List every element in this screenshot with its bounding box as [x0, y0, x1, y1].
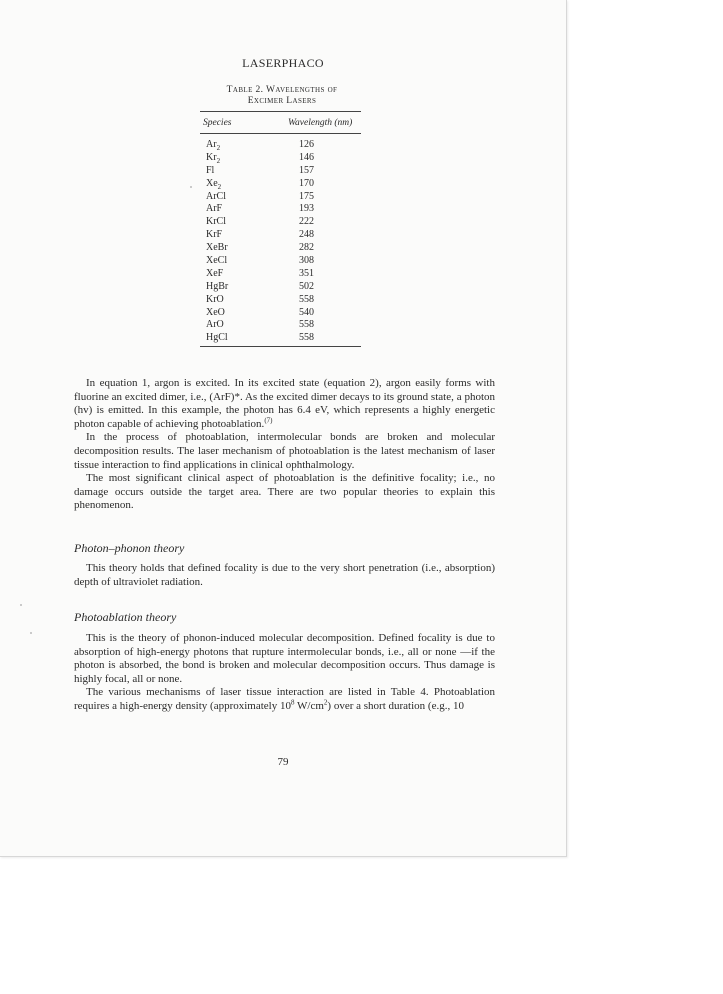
section-heading: Photoablation theory — [74, 610, 177, 624]
body-text-block-2 — [74, 562, 495, 589]
table-caption-line2: Excimer Lasers — [247, 96, 317, 106]
scan-speck — [30, 632, 32, 634]
species-symbol: Kr — [206, 151, 217, 163]
species-symbol: XeBr — [206, 242, 228, 254]
table-header-rule — [200, 133, 361, 134]
table-row — [200, 268, 361, 281]
scan-speck — [190, 186, 192, 188]
paragraph — [74, 377, 495, 431]
paragraph: The most significant clinical aspect of photoablation is the definitive focality; i.e., no damage occurs outside the target area. There are two popular theories to explain this phenomenon. — [74, 472, 495, 512]
table-body — [200, 139, 361, 345]
species-symbol: XeO — [206, 306, 225, 318]
page-number: 79 — [277, 756, 289, 768]
wavelength-cell: 558 — [299, 332, 314, 344]
paragraph — [74, 686, 495, 713]
wavelength-cell: 558 — [299, 319, 314, 331]
table-top-rule — [200, 111, 361, 112]
species-symbol: ArF — [206, 203, 223, 215]
wavelength-cell: 193 — [299, 203, 314, 215]
wavelength-cell: 126 — [299, 139, 314, 150]
wavelength-cell: 282 — [299, 242, 314, 254]
species-cell — [206, 319, 224, 332]
table-row — [200, 281, 361, 294]
species-cell — [206, 203, 222, 216]
table-row — [200, 178, 361, 191]
paragraph: This theory holds that defined focality is due to the very short penetration (i.e., absorption) depth of ultraviolet radiation. — [74, 562, 495, 588]
species-symbol: XeCl — [206, 255, 228, 267]
species-cell — [206, 307, 225, 320]
body-text-block-3 — [74, 632, 495, 714]
species-cell — [206, 139, 220, 152]
species-cell — [206, 294, 224, 307]
paragraph-text: W/cm — [294, 699, 324, 712]
wavelength-cell: 222 — [299, 216, 314, 228]
wavelength-cell: 170 — [299, 177, 314, 189]
species-symbol: KrCl — [206, 216, 226, 228]
section-heading: Photon–phonon theory — [74, 541, 185, 555]
table-row — [200, 229, 361, 242]
species-cell — [206, 332, 228, 345]
wavelength-cell: 308 — [299, 255, 314, 267]
reference-marker: (7) — [264, 416, 273, 425]
species-cell — [206, 255, 227, 268]
species-subscript: 2 — [216, 156, 221, 165]
wavelength-cell: 502 — [299, 280, 314, 292]
table-caption-line1: Table 2. Wavelengths of — [226, 85, 338, 95]
col-header-wavelength: Wavelength (nm) — [288, 118, 353, 128]
species-cell — [206, 191, 226, 204]
table-row — [200, 294, 361, 307]
species-cell — [206, 229, 222, 242]
col-header-species: Species — [203, 118, 232, 128]
species-cell — [206, 152, 220, 165]
table-row — [200, 152, 361, 165]
paragraph-text: ) over a short duration (e.g., 10 — [327, 699, 464, 712]
table-row — [200, 307, 361, 320]
species-symbol: KrO — [206, 293, 224, 305]
table-row — [200, 332, 361, 345]
wavelength-cell: 157 — [299, 164, 314, 176]
table-row — [200, 165, 361, 178]
wavelength-cell: 558 — [299, 293, 314, 305]
table-bottom-rule — [200, 346, 361, 347]
table-row — [200, 319, 361, 332]
species-symbol: HgCl — [206, 332, 228, 344]
wavelength-cell: 248 — [299, 229, 314, 241]
paragraph: This is the theory of phonon-induced molecular decomposition. Defined focality is due to absorption of high-energy photons that rupture intermolecular bonds, i.e., all or none —if the photon is absorbed, the bond is broken and molecular decomposition occurs. Thus damage is highly focal, all or none. — [74, 632, 495, 685]
running-head: LASERPHACO — [242, 56, 324, 70]
species-cell — [206, 216, 226, 229]
species-symbol: HgBr — [206, 280, 229, 292]
table-row — [200, 139, 361, 152]
species-symbol: KrF — [206, 229, 223, 241]
table-row — [200, 242, 361, 255]
table-row — [200, 203, 361, 216]
species-cell — [206, 178, 221, 191]
table-row — [200, 191, 361, 204]
wavelength-cell: 175 — [299, 190, 314, 202]
exponent: 2 — [323, 698, 328, 707]
species-cell — [206, 268, 223, 281]
paragraph-text: In equation 1, argon is excited. In its excited state (equation 2), argon easily forms with fluorine an excited dimer, i.e., (ArF)*. As the excited dimer decays to its ground state, a photon (hv) is emitted. In this example, the photon has 6.4 eV, which represents a highly energetic photon capable of achieving photoablation. — [74, 377, 495, 430]
body-text-block-1 — [74, 377, 495, 513]
table-row — [200, 216, 361, 229]
exponent: 8 — [290, 698, 295, 707]
species-symbol: ArO — [206, 319, 224, 331]
scan-speck — [20, 604, 22, 606]
paragraph-text: The various mechanisms of laser tissue interaction are listed in Table 4. Photoablation requires a high-energy density (approximately 10 — [74, 686, 495, 712]
paragraph: In the process of photoablation, intermolecular bonds are broken and molecular decomposition results. The laser mechanism of photoablation is the latest mechanism of laser tissue interaction to find applications in clinical ophthalmology. — [74, 431, 495, 471]
species-symbol: ArCl — [206, 190, 226, 202]
wavelength-cell: 540 — [299, 306, 314, 318]
species-cell — [206, 165, 214, 178]
species-subscript: 2 — [216, 144, 221, 152]
species-subscript: 2 — [217, 182, 222, 191]
species-symbol: XeF — [206, 267, 224, 279]
table-row — [200, 255, 361, 268]
species-cell — [206, 281, 228, 294]
wavelength-cell: 351 — [299, 267, 314, 279]
species-cell — [206, 242, 228, 255]
wavelength-cell: 146 — [299, 151, 314, 163]
species-symbol: Xe — [206, 177, 218, 189]
species-symbol: Fl — [206, 164, 215, 176]
table-caption — [182, 85, 382, 107]
species-symbol: Ar — [206, 139, 217, 150]
